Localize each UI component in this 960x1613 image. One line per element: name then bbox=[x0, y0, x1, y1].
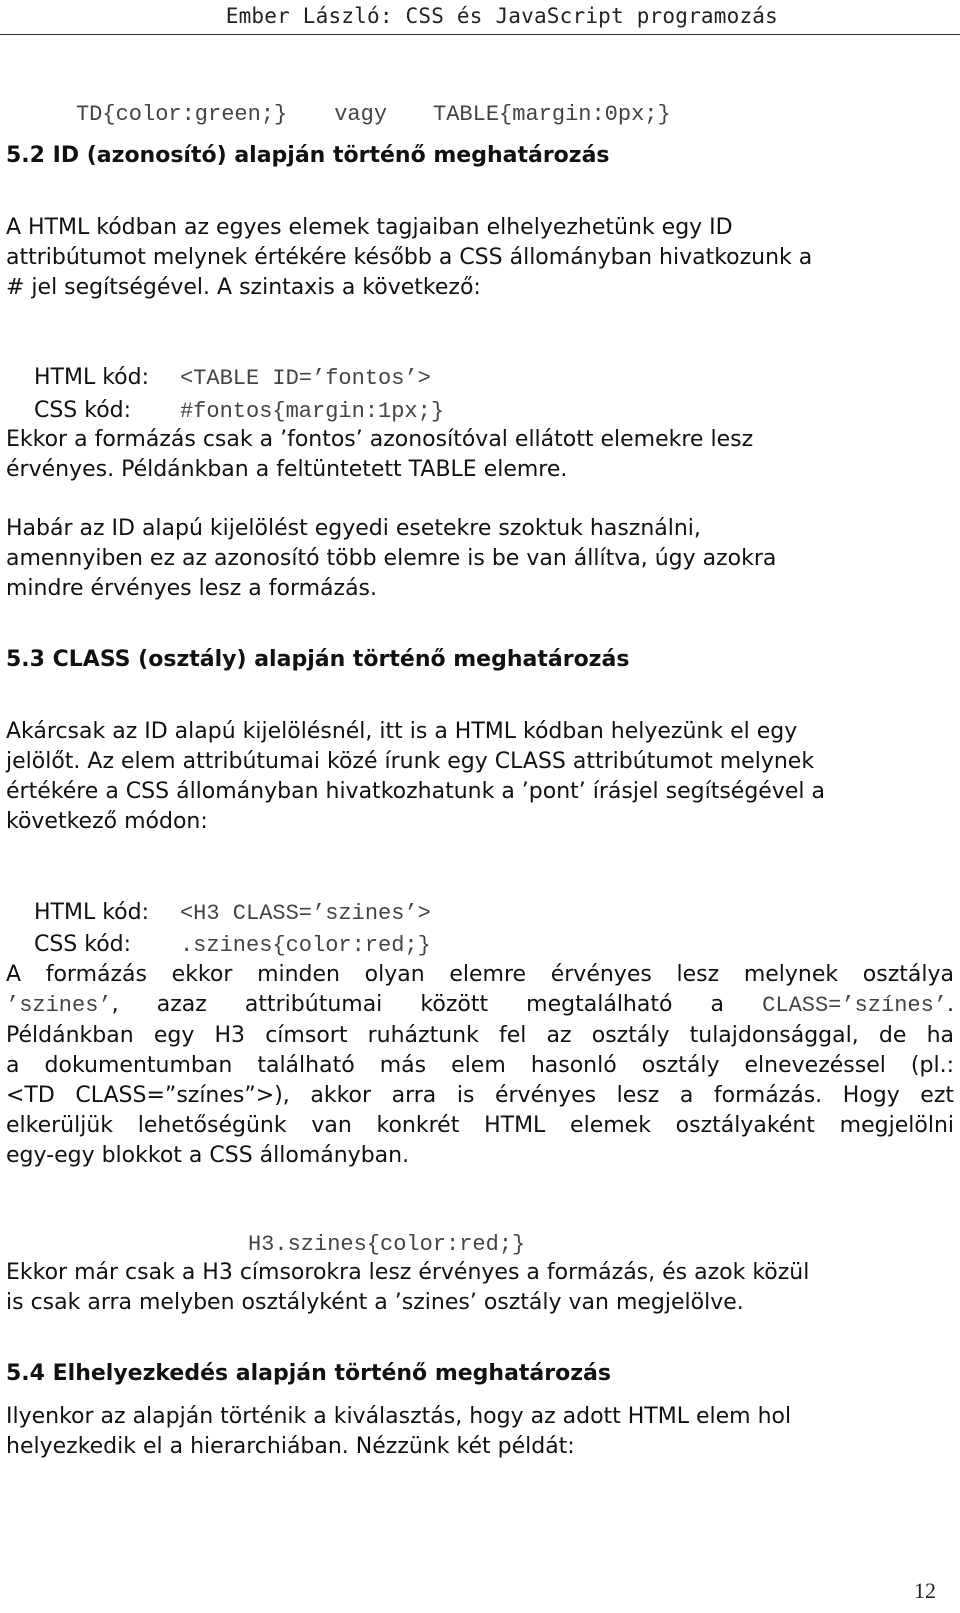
text-line: attribútumot melynek értékére később a CSS állományban hivatkozunk a bbox=[6, 245, 813, 270]
text-line: mindre érvényes lesz a formázás. bbox=[6, 576, 378, 601]
text-line: Habár az ID alapú kijelölést egyedi esetekre szoktuk használni, bbox=[6, 516, 701, 541]
text-line: is csak arra melyben osztályként a ’szines’ osztály van megjelölve. bbox=[6, 1290, 744, 1315]
text-line: Ekkor a formázás csak a ’fontos’ azonosítóval ellátott elemekre lesz bbox=[6, 427, 754, 452]
text-line: A HTML kódban az egyes elemek tagjaiban elhelyezhetünk egy ID bbox=[6, 215, 733, 240]
intro-code-left: TD{color:green;} bbox=[75, 102, 288, 127]
section-5-2-paragraph-1 bbox=[6, 213, 954, 303]
text-line: Ilyenkor az alapján történik a kiválasztás, hogy az adott HTML elem hol bbox=[6, 1404, 792, 1429]
text-line: jelölőt. Az elem attribútumai közé írunk egy CLASS attribútumot melynek bbox=[6, 749, 815, 774]
intro-code-separator: vagy bbox=[334, 102, 388, 127]
inline-text: , azaz attribútumai között megtalálható a bbox=[111, 992, 725, 1017]
text-line: A formázás ekkor minden olyan elemre érvényes lesz melynek osztálya bbox=[6, 962, 954, 987]
html-code-label: HTML kód: bbox=[33, 365, 149, 390]
inline-text: . bbox=[947, 992, 955, 1017]
css-code-label: CSS kód: bbox=[33, 398, 132, 423]
text-line-with-code bbox=[6, 990, 954, 1021]
text-line: következő módon: bbox=[6, 809, 208, 834]
section-5-3-paragraph-3 bbox=[6, 1258, 954, 1318]
text-line: egy-egy blokkot a CSS állományban. bbox=[6, 1143, 410, 1168]
html-code-label: HTML kód: bbox=[33, 900, 149, 925]
text-line: <TD CLASS=”színes”>), akkor arra is érvényes lesz a formázás. Hogy ezt bbox=[6, 1083, 954, 1108]
section-5-3-heading: 5.3 CLASS (osztály) alapján történő meghatározás bbox=[6, 647, 630, 672]
text-line: Akárcsak az ID alapú kijelölésnél, itt is a HTML kódban helyezünk el egy bbox=[6, 719, 798, 744]
section-5-2-paragraph-2 bbox=[6, 425, 954, 485]
running-header bbox=[0, 0, 960, 35]
page-number: 12 bbox=[914, 1578, 936, 1603]
text-line: # jel segítségével. A szintaxis a következő: bbox=[6, 275, 481, 300]
css-code-value: .szines{color:red;} bbox=[179, 933, 431, 958]
example-code-value: H3.szines{color:red;} bbox=[247, 1232, 526, 1257]
text-line: Ekkor már csak a H3 címsorokra lesz érvényes a formázás, és azok közül bbox=[6, 1260, 810, 1285]
text-line: Példánkban egy H3 címsort ruháztunk fel az osztály tulajdonsággal, de ha bbox=[6, 1023, 954, 1048]
css-code-value: #fontos{margin:1px;} bbox=[179, 399, 445, 424]
section-5-3-paragraph-2 bbox=[6, 960, 954, 1171]
section-5-4-paragraph-1 bbox=[6, 1402, 954, 1462]
section-5-2-heading: 5.2 ID (azonosító) alapján történő meghatározás bbox=[6, 143, 610, 168]
text-line: értékére a CSS állományban hivatkozhatunk a ’pont’ írásjel segítségével a bbox=[6, 779, 825, 804]
html-code-value: <H3 CLASS=’szines’> bbox=[179, 901, 431, 926]
text-line: helyezkedik el a hierarchiában. Nézzünk két példát: bbox=[6, 1434, 575, 1459]
text-line: érvényes. Példánkban a feltüntetett TABLE elemre. bbox=[6, 457, 568, 482]
intro-code-right: TABLE{margin:0px;} bbox=[433, 102, 671, 127]
section-5-4-heading: 5.4 Elhelyezkedés alapján történő meghatározás bbox=[6, 1361, 611, 1386]
inline-code: ’szines’ bbox=[6, 993, 112, 1018]
section-5-2-paragraph-3 bbox=[6, 514, 954, 604]
html-code-value: <TABLE ID=’fontos’> bbox=[179, 366, 431, 391]
text-line: elkerüljük lehetőségünk van konkrét HTML elemek osztályaként megjelölni bbox=[6, 1113, 954, 1138]
section-5-3-paragraph-1 bbox=[6, 717, 954, 837]
header-title: Ember László: CSS és JavaScript programozás bbox=[225, 4, 778, 28]
css-code-label: CSS kód: bbox=[33, 932, 132, 957]
inline-code: CLASS=’színes’ bbox=[762, 993, 948, 1018]
text-line: a dokumentumban található más elem hasonló osztály elnevezéssel (pl.: bbox=[6, 1053, 954, 1078]
text-line: amennyiben ez az azonosító több elemre is be van állítva, úgy azokra bbox=[6, 546, 777, 571]
